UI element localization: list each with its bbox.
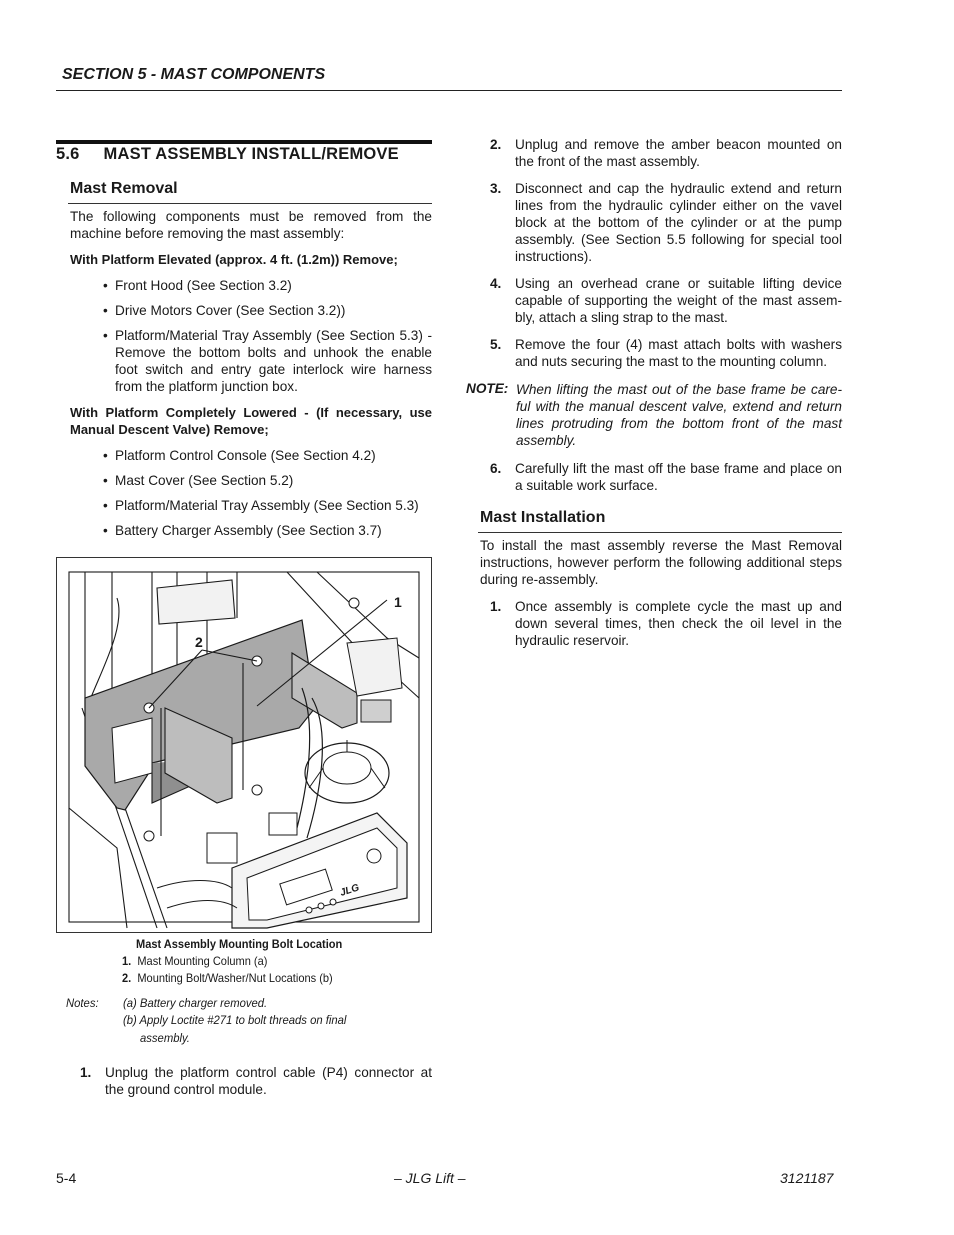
list-item: • Platform/Material Tray Assembly (See Section 5.3) - Remove the bottom bolts and unhook the enable foot switch and entry gate interlock wire harness from the platform junction box. [103,327,432,395]
note-label: NOTE: [466,381,509,396]
figure-legend-item-2: 2. Mounting Bolt/Washer/Nut Locations (b) [122,971,333,985]
removal-step-6: 6. Carefully lift the mast off the base frame and place on a suitable work surface. [490,461,842,493]
note-text: When lifting the mast out of the base frame be care-ful with the manual descent valve, extend and return lines protruding from the bottom front of the mast assembly. [516,382,842,448]
figure-notes-label: Notes: [66,996,99,1010]
removal-step-5: 5. Remove the four (4) mast attach bolts with washers and nuts securing the mast to the mounting column. [490,337,842,369]
mast-assembly-illustration [57,558,431,932]
removal-intro: The following components must be removed from the machine before removing the mast assembly: [70,209,432,241]
figure-caption-title: Mast Assembly Mounting Bolt Location [136,937,343,951]
callout-2: 2 [195,634,203,650]
elevated-list [103,277,432,395]
removal-step-3: 3. Disconnect and cap the hydraulic extend and return lines from the hydraulic cylinder either on the vavel block at the bottom of the cylinder or at the pump assembly. (See Section 5.5 following for special tool instructions). [490,181,842,264]
footer-center: – JLG Lift – [394,1170,466,1186]
lowered-heading: With Platform Completely Lowered - (If necessary, use Manual Descent Valve) Remove; [70,405,432,437]
list-item: • Battery Charger Assembly (See Section 3.7) [103,522,432,539]
page-number: 5-4 [56,1170,77,1186]
mast-removal-rule [68,203,432,204]
removal-step-2: 2. Unplug and remove the amber beacon mounted on the front of the mast assembly. [490,137,842,169]
callout-1: 1 [394,594,402,610]
removal-step-4: 4. Using an overhead crane or suitable lifting device capable of supporting the weight of the mast assem-bly, attach a sling strap to the mast. [490,276,842,325]
document-number: 3121187 [780,1170,834,1186]
mast-installation-rule [478,532,842,533]
installation-intro: To install the mast assembly reverse the Mast Removal instructions, however perform the following additional steps during re-assembly. [480,538,842,587]
list-item: • Front Hood (See Section 3.2) [103,277,432,294]
lowered-list [103,447,432,539]
figure-note: (b) Apply Loctite #271 to bolt threads on final [123,1013,347,1027]
figure-note: assembly. [140,1031,190,1045]
mast-assembly-figure [56,557,432,933]
section-title-text: MAST ASSEMBLY INSTALL/REMOVE [103,145,399,163]
installation-step-1: 1. Once assembly is complete cycle the mast up and down several times, then check the oil level in the hydraulic reservoir. [490,599,842,648]
mast-removal-heading: Mast Removal [70,180,178,197]
list-item: • Mast Cover (See Section 5.2) [103,472,432,489]
list-item: • Platform/Material Tray Assembly (See Section 5.3) [103,497,432,514]
section-title-bar [56,140,432,144]
section-title [56,145,399,164]
mast-installation-heading: Mast Installation [480,509,606,526]
jlg-logo: JLG [338,882,361,899]
figure-legend-item-1: 1. Mast Mounting Column (a) [122,954,268,968]
section-number: 5.6 [56,145,80,163]
section-header: SECTION 5 - MAST COMPONENTS [62,66,326,83]
removal-step-1: 1. Unplug the platform control cable (P4) connector at the ground control module. [80,1065,432,1097]
list-item: • Drive Motors Cover (See Section 3.2)) [103,302,432,319]
elevated-heading: With Platform Elevated (approx. 4 ft. (1.2m)) Remove; [70,252,398,267]
header-rule [56,90,842,91]
list-item: • Platform Control Console (See Section 4.2) [103,447,432,464]
figure-note: (a) Battery charger removed. [123,996,268,1010]
